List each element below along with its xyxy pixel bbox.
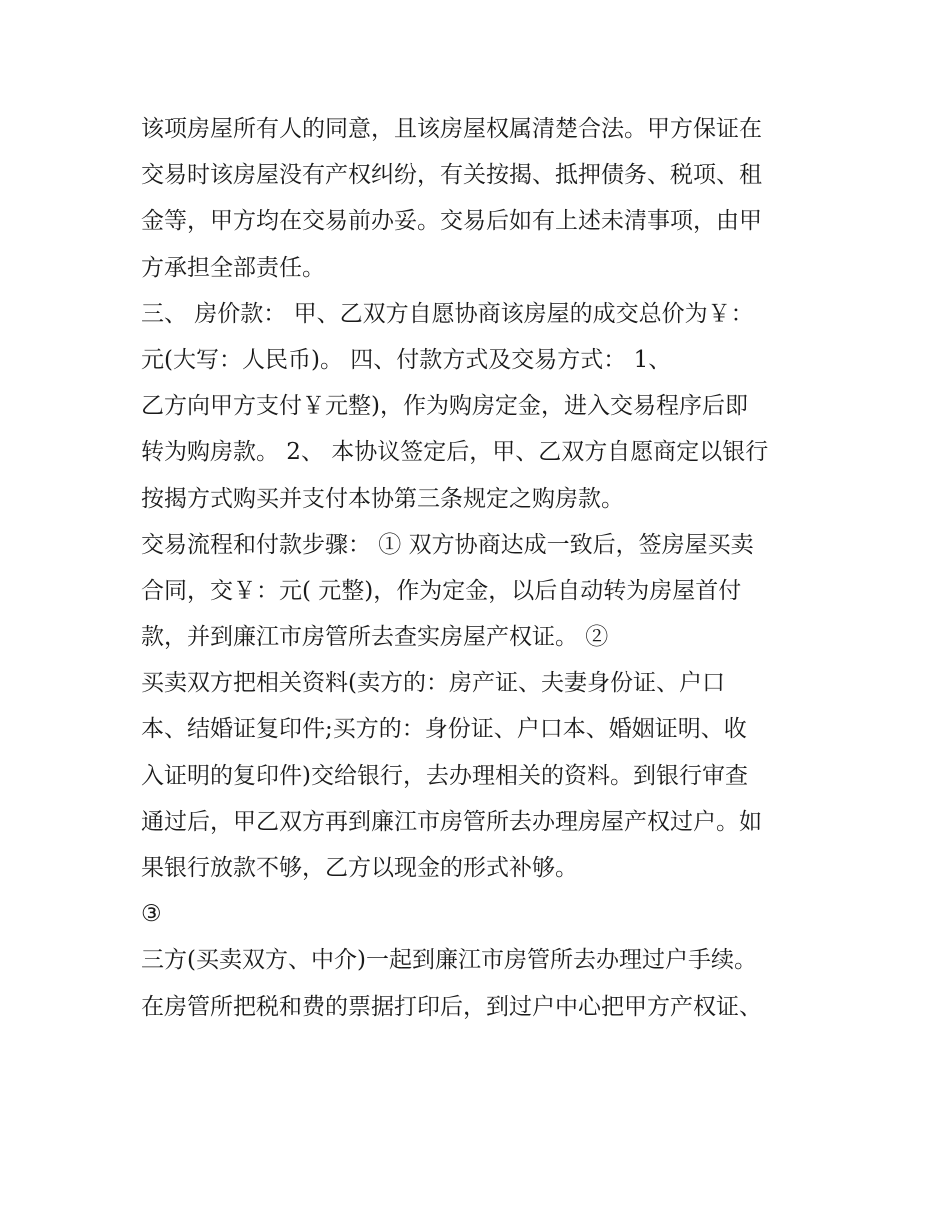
text-line: 转为购房款。 2、 本协议签定后，甲、乙双方自愿商定以银行: [141, 439, 769, 466]
text-line: 该项房屋所有人的同意，且该房屋权属清楚合法。甲方保证在: [141, 116, 762, 142]
text-line: 交易流程和付款步骤： ① 双方协商达成一致后，签房屋买卖: [141, 531, 754, 558]
text-line: ③: [141, 901, 162, 928]
text-line: 本、结婚证复印件;买方的：身份证、户口本、婚姻证明、收: [141, 716, 747, 743]
text-line: 在房管所把税和费的票据打印后，到过户中心把甲方产权证、: [141, 993, 762, 1020]
text-line: 三方(买卖双方、中介)一起到廉江市房管所去办理过户手续。: [141, 947, 757, 974]
text-line: 金等，甲方均在交易前办妥。交易后如有上述未清事项，由甲: [141, 208, 762, 235]
text-line: 按揭方式购买并支付本协第三条规定之购房款。: [141, 485, 624, 512]
text-line: 交易时该房屋没有产权纠纷，有关按揭、抵押债务、税项、租: [141, 162, 762, 189]
text-line: 乙方向甲方支付￥元整)，作为购房定金，进入交易程序后即: [141, 393, 748, 420]
text-line: 买卖双方把相关资料(卖方的：房产证、夫妻身份证、户口: [141, 670, 725, 697]
text-line: 果银行放款不够，乙方以现金的形式补够。: [141, 855, 578, 881]
text-line: 款，并到廉江市房管所去查实房屋产权证。 ②: [141, 624, 609, 651]
text-line: 元(大写：人民币)。 四、付款方式及交易方式： 1、: [141, 346, 672, 373]
text-line: 方承担全部责任。: [141, 254, 325, 281]
text-line: 通过后，甲乙双方再到廉江市房管所去办理房屋产权过户。如: [141, 808, 762, 835]
text-line: 入证明的复印件)交给银行，去办理相关的资料。到银行审查: [141, 762, 748, 789]
text-line: 合同，交￥：元( 元整)，作为定金，以后自动转为房屋首付: [141, 577, 742, 604]
document-body: [141, 106, 831, 1030]
text-line: 三、 房价款： 甲、乙双方自愿协商该房屋的成交总价为￥：: [141, 300, 754, 327]
